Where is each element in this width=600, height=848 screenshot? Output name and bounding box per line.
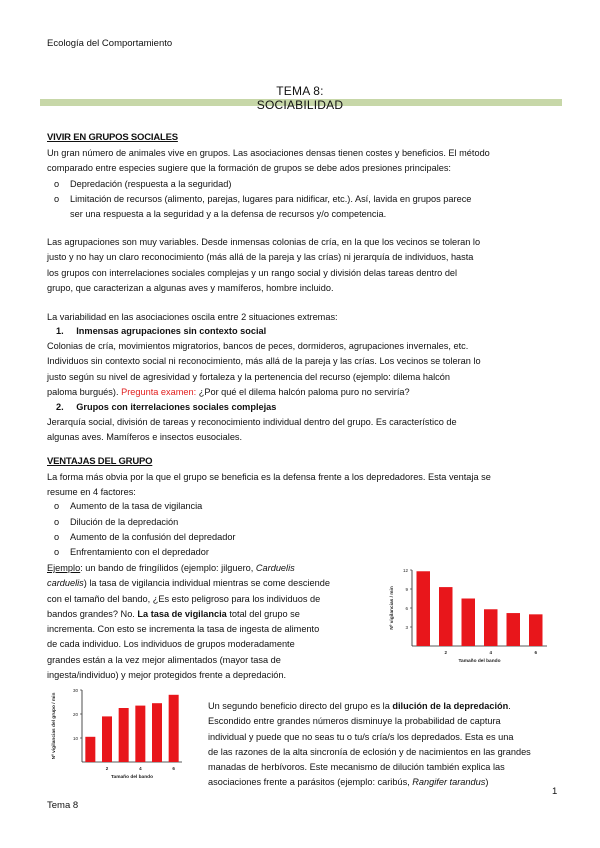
bar [484, 609, 498, 646]
list-item-text: Aumento de la tasa de vigilancia [70, 501, 203, 511]
bullet-icon: o [54, 547, 60, 557]
y-tick-label: 9 [405, 587, 408, 592]
x-tick-label: 4 [489, 650, 493, 655]
key-term: dilución de la depredación [392, 701, 509, 711]
list-item [54, 515, 562, 530]
text-line: grandes están a la vez mejor alimentados (mayor tasa de [47, 654, 281, 665]
bar [439, 587, 453, 646]
list-item-text: Depredación (respuesta a la seguridad) [70, 179, 232, 189]
text-line: La forma más obvia por la que el grupo se beneficia es la defensa frente a los depredadores. Esta ventaja se [47, 472, 491, 482]
numbered-heading-2 [56, 400, 576, 415]
section-heading-advantages: VENTAJAS DEL GRUPO [47, 456, 153, 467]
list-number: 2. [56, 402, 64, 412]
exam-question: ¿Por qué el dilema halcón paloma puro no serviría? [198, 386, 410, 397]
text-line: Jerarquía social, división de tareas y reconocimiento individual dentro del grupo. Es característico de [47, 417, 457, 427]
text-line: justo según su nivel de agresividad y fortaleza y la pertenencia del recurso (ejemplo: dilema halcón [47, 371, 450, 382]
list-item [54, 545, 562, 560]
x-tick-label: 2 [444, 650, 448, 655]
text-line [208, 775, 568, 790]
list-item [54, 192, 562, 223]
text-line: Un gran número de animales vive en grupos. Las asociaciones densas tienen costes y beneficios. El método [47, 148, 490, 158]
text-line: individual y puede que no seas tu o tu/s cría/s los depredados. Esta es una [208, 731, 514, 742]
exam-question-label: Pregunta examen: [121, 386, 197, 397]
text-line: Escondido entre grandes números disminuye la probabilidad de captura [208, 716, 501, 727]
list-item [54, 177, 562, 192]
bar [462, 599, 476, 647]
bullet-icon: o [54, 517, 60, 527]
y-tick-label: 3 [405, 625, 408, 630]
paragraph-extremes: La variabilidad en las asociaciones oscila entre 2 situaciones extremas: [47, 312, 338, 322]
y-tick-label: 30 [72, 688, 78, 693]
x-axis-label: Tamaño del bando [110, 775, 154, 780]
bar [169, 695, 179, 762]
bar [85, 737, 95, 762]
x-tick-label: 6 [534, 650, 538, 655]
text-line: Las agrupaciones son muy variables. Desde inmensas colonias de cría, en la que los vecinos se toleran lo [47, 237, 481, 247]
bullet-icon: o [54, 179, 60, 189]
species-name: Carduelis [255, 563, 295, 573]
text-line: comparado entre especies sugiere que la formación de grupos se debe ados presiones principales: [47, 163, 451, 174]
text-line [47, 385, 567, 400]
list-item-text: Aumento de la confusión del depredador [70, 532, 236, 542]
bullet-icon: o [54, 532, 60, 542]
text-span: bandos grandes? No. [47, 608, 135, 619]
list-item-text: Limitación de recursos (alimento, parejas, lugares para nidificar, etc.). Así, lavida en grupos parece [70, 194, 472, 204]
bullet-icon: o [54, 194, 60, 204]
topic-number: TEMA 8: [276, 84, 324, 98]
text-line: manadas de herbívoros. Este mecanismo de dilución también explica las [208, 762, 505, 773]
text-line: de las razones de la alta sincronía de eclosión y de nacimientos en las grandes [208, 746, 531, 757]
list-title: Inmensas agrupaciones sin contexto social [76, 326, 267, 336]
text-line: grupo, que caracterizan a algunas aves y mamíferos, hombre incluido. [47, 282, 334, 293]
x-tick-label: 6 [172, 766, 175, 771]
bar [152, 703, 162, 762]
bar [119, 708, 129, 762]
x-tick-label: 4 [139, 766, 142, 771]
x-tick-label: 2 [105, 766, 109, 771]
list-number: 1. [56, 326, 64, 336]
species-name: Rangifer tarandus [412, 777, 486, 788]
paragraph-complex-groups [47, 415, 567, 446]
text-line [47, 576, 382, 591]
y-axis-label: Nº vigilancias del grupo / min [52, 692, 57, 760]
text-line [208, 699, 568, 714]
text-span: ) la tasa de vigilancia individual mientras se come desciende [83, 578, 330, 589]
paragraph-defense [47, 470, 567, 501]
list-item-text: Enfrentamiento con el depredador [70, 547, 209, 557]
footer-label: Tema 8 [47, 800, 79, 811]
section-heading-groups: VIVIR EN GRUPOS SOCIALES [47, 132, 178, 143]
text-line: justo y no hay un claro reconocimiento (más allá de la pareja y las crías) ni jerarquía de individuos, hasta [47, 252, 474, 263]
y-tick-label: 10 [72, 736, 78, 741]
y-tick-label: 12 [402, 568, 408, 573]
text-line: con el tamaño del bando, ¿Es esto peligroso para los individuos de [47, 593, 321, 604]
y-tick-label: 20 [72, 712, 78, 717]
bar [507, 613, 521, 646]
text-line: algunas aves. Mamíferos e insectos eusociales. [47, 432, 243, 443]
list-item-text: ser una respuesta a la seguridad y a la defensa de recursos y/o competencia. [70, 209, 387, 220]
page-number: 1 [552, 786, 558, 797]
list-item-text: Dilución de la depredación [70, 517, 179, 527]
y-tick-label: 6 [405, 606, 408, 611]
text-span: total del grupo se [229, 608, 300, 619]
text-line: resume en 4 factores: [47, 487, 136, 498]
text-line: incrementa. Con esto se incrementa la tasa de ingesta de alimento [47, 624, 320, 635]
text-line: los grupos con interrelaciones sociales complejas y un rango social y división delas tareas dentro del [47, 267, 458, 278]
y-axis-label: Nº vigilancias / min [390, 586, 395, 630]
document-header: Ecología del Comportamiento [47, 38, 173, 49]
topic-title: SOCIABILIDAD [256, 98, 344, 112]
text-span: ) [485, 777, 489, 788]
example-label: Ejemplo [47, 563, 81, 573]
text-span: Un segundo beneficio directo del grupo es la [208, 701, 393, 711]
text-line [47, 561, 382, 576]
text-span: paloma burgués). [47, 386, 119, 397]
text-span: . [508, 701, 511, 711]
paragraph-aggregations [47, 339, 567, 400]
key-term: La tasa de vigilancia [137, 608, 227, 619]
bar [529, 614, 543, 646]
bar [135, 706, 145, 762]
paragraph-dilution [208, 699, 568, 791]
species-name: carduelis [47, 578, 84, 589]
paragraph-variability [47, 235, 567, 296]
paragraph-vigilance-example [47, 561, 382, 683]
bar [102, 716, 112, 762]
list-item [54, 530, 562, 545]
list-title: Grupos con iterrelaciones sociales complejas [76, 402, 277, 412]
text-span: asociaciones frente a parásitos (ejemplo: caribús, [208, 777, 413, 788]
text-line: Colonias de cría, movimientos migratorios, bancos de peces, dormideros, agrupaciones invernales, etc. [47, 341, 469, 351]
group-vigilance-chart [46, 686, 196, 784]
vigilance-rate-chart [384, 566, 554, 678]
text-span: : un bando de fringílidos (ejemplo: jilguero, [80, 563, 256, 573]
bar [417, 571, 431, 646]
text-line [47, 607, 382, 622]
bullet-icon: o [54, 501, 60, 511]
text-line: ingesta/individuo) y mejor protegidos frente a depredación. [47, 670, 287, 681]
numbered-heading-1 [56, 324, 576, 339]
list-item [54, 499, 562, 514]
text-line: de cada individuo. Los individuos de grupos moderadamente [47, 639, 295, 650]
x-axis-label: Tamaño del bando [458, 659, 501, 664]
paragraph-intro [47, 146, 567, 177]
text-line: Individuos sin contexto social ni reconocimiento, más allá de la pareja y las crías. Los vecinos se toleran lo [47, 356, 481, 367]
